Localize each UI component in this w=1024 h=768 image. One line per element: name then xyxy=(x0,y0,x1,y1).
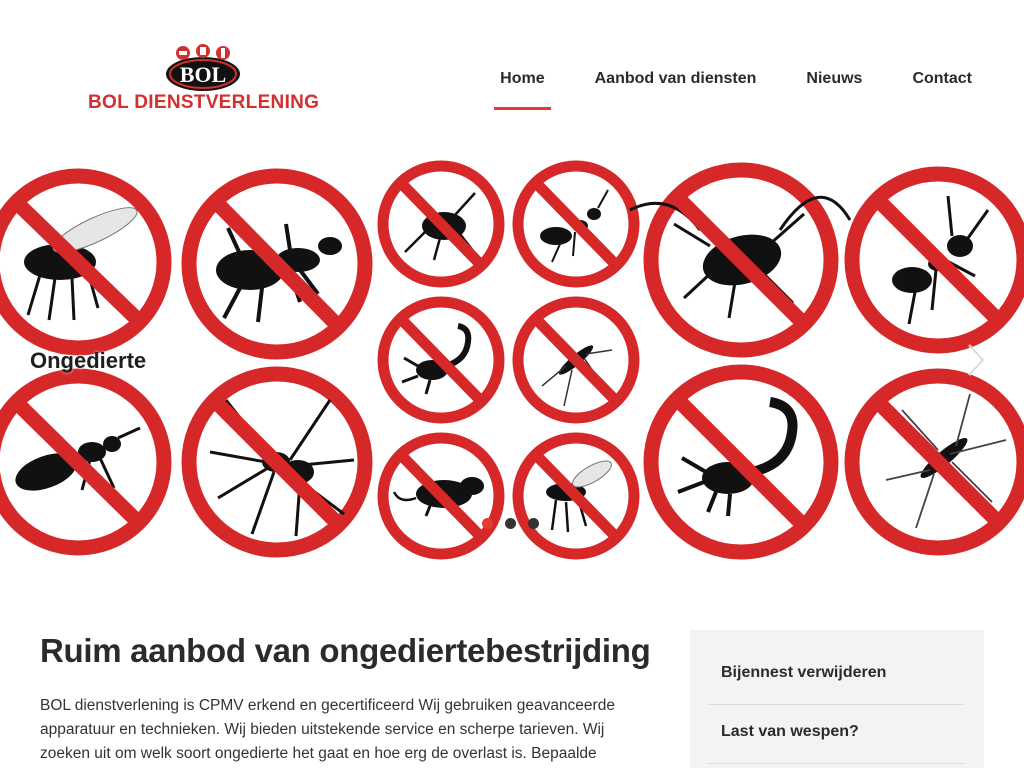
sidebar-links xyxy=(690,630,984,768)
spider-icon xyxy=(189,374,365,550)
sidebar-divider xyxy=(708,704,964,705)
wasp-icon xyxy=(0,376,164,548)
pest-prohibition-image xyxy=(0,160,1024,560)
slide-title: Ongedierte xyxy=(30,348,147,373)
slider-dot-2[interactable] xyxy=(505,518,516,529)
logo-emblem-icon xyxy=(164,44,242,92)
nav-item-home[interactable]: Home xyxy=(494,66,550,110)
mosquito-icon xyxy=(852,376,1024,548)
ant-icon xyxy=(189,176,365,352)
nav-item-aanbod-van-diensten[interactable]: Aanbod van diensten xyxy=(594,70,757,87)
sidebar-divider xyxy=(708,763,964,764)
nav-item-nieuws[interactable]: Nieuws xyxy=(806,70,863,87)
scorpion-icon xyxy=(651,372,831,552)
beetle-icon xyxy=(383,166,499,282)
intro-paragraph: BOL dienstverlening is CPMV erkend en gecertificeerd Wij gebruiken geavanceerde apparatuur en technieken. Wij bieden uitstekende service en scherpe tarieven. Wij zoeken uit om welk soort ongedierte het gaat en hoe erg de overlast is. Bepaalde xyxy=(40,697,615,762)
sidebar-link-bijennest-verwijderen[interactable]: Bijennest verwijderen xyxy=(721,664,887,681)
next-slide-arrow-icon[interactable] xyxy=(964,342,988,378)
sidebar-link-last-van-wespen[interactable]: Last van wespen? xyxy=(721,723,859,740)
cockroach-icon xyxy=(630,170,850,350)
fly-icon xyxy=(0,176,164,348)
ant-icon xyxy=(852,174,1024,346)
mosquito-icon xyxy=(518,302,634,418)
page-title: Ruim aanbod van ongediertebestrijding xyxy=(40,632,651,669)
site-header xyxy=(0,0,1024,160)
main-nav xyxy=(456,66,978,110)
logo-text: BOL DIENSTVERLENING xyxy=(88,92,320,113)
logo-badge: BOL xyxy=(179,62,227,87)
scorpion-icon xyxy=(383,302,499,418)
slider-dot-1[interactable] xyxy=(482,518,493,529)
hero-slider[interactable] xyxy=(0,160,1024,560)
rat-icon xyxy=(383,438,499,554)
site-logo[interactable] xyxy=(88,44,318,116)
slider-dot-3[interactable] xyxy=(528,518,539,529)
mosquito-icon xyxy=(518,438,634,554)
slider-pagination xyxy=(482,518,539,529)
ant-icon xyxy=(518,166,634,282)
nav-item-contact[interactable]: Contact xyxy=(912,70,972,87)
